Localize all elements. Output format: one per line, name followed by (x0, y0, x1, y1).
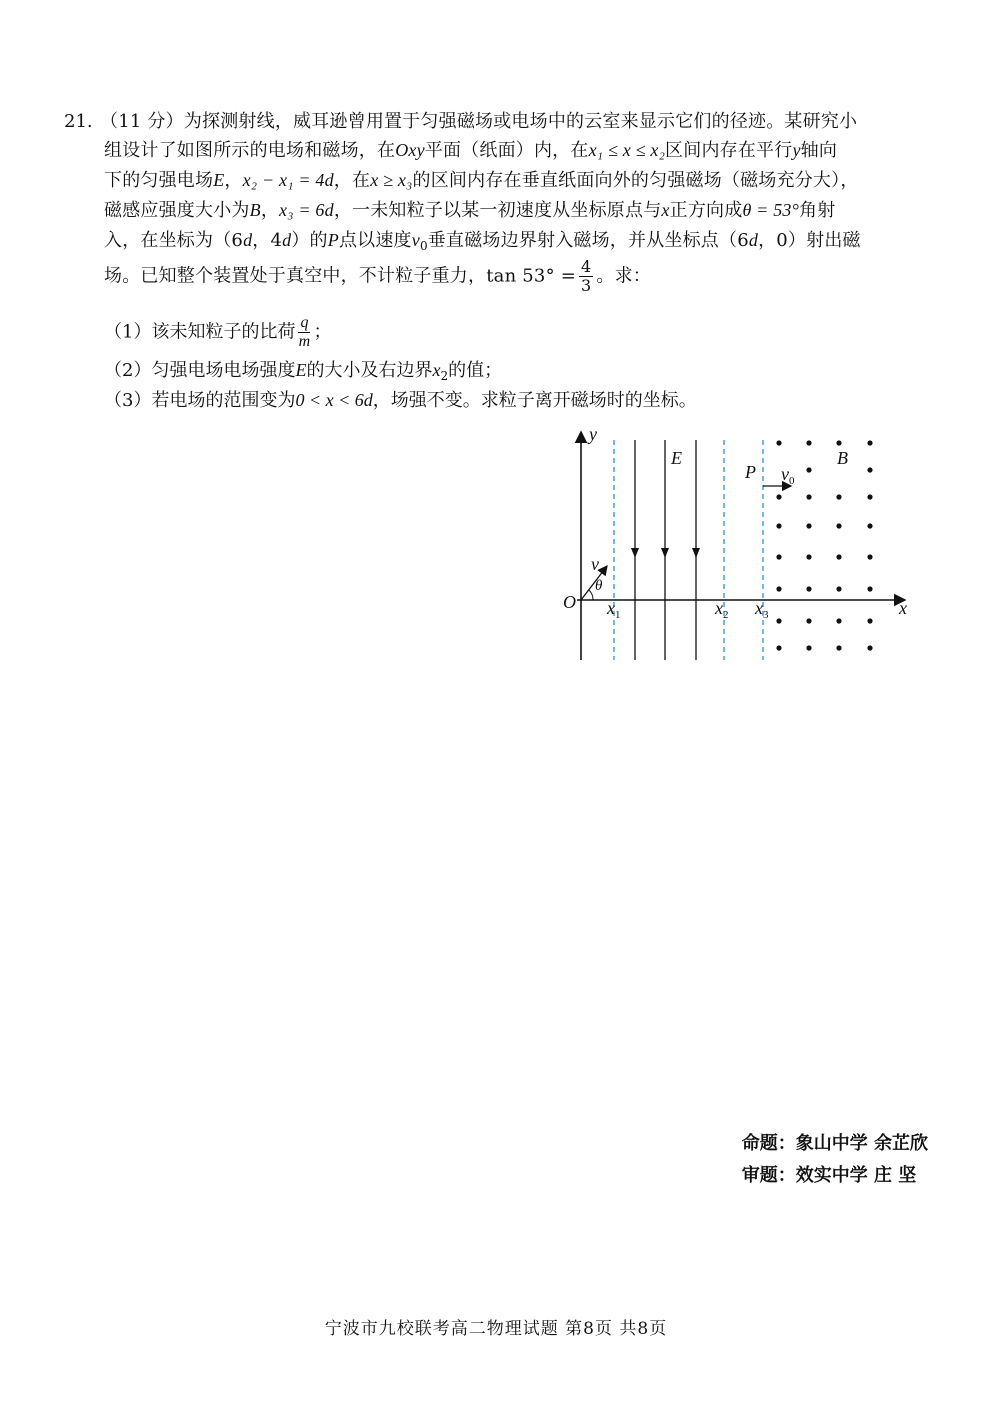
b-dot (836, 494, 841, 499)
label-point-p: P (745, 462, 756, 482)
b-dot (806, 645, 811, 650)
b-dot (867, 467, 872, 472)
inequality-x1-x-x2: x₁ ≤ x ≤ x₂ (588, 140, 666, 160)
sub-question-1: （1）该未知粒子的比荷 $\frac{q}{m}$ ； (104, 314, 332, 350)
b-dot (836, 645, 841, 650)
e-field-arrow-1 (631, 548, 639, 558)
b-dot (806, 618, 811, 623)
page-footer: 宁波市九校联考高二物理试题 第8页 共8页 (324, 1319, 668, 1339)
question-line-4: 磁感应强度大小为B，x₃ = 6d，一未知粒子以某一初速度从坐标原点与x正方向成θ = 53°角射 (104, 200, 836, 221)
b-dot (806, 494, 811, 499)
e-field-arrow-2 (661, 548, 669, 558)
inequality-x-ge-x3: x ≥ x₃ (370, 170, 413, 190)
label-y: y (589, 424, 597, 444)
b-dot (806, 554, 811, 559)
label-x: x (899, 598, 907, 618)
e-field-arrow-3 (692, 548, 700, 558)
credit-author: 命题：象山中学 余芷欣 (741, 1133, 928, 1154)
field-diagram (555, 420, 925, 670)
label-x2: $x_2$ (715, 598, 729, 621)
fraction-four-thirds: $\frac{4}{3}$ (581, 257, 592, 295)
equation-x3: x₃ = 6d (279, 200, 334, 220)
tan-expression: tan 53° = (486, 265, 576, 287)
label-origin: O (563, 592, 576, 612)
b-dot (806, 440, 811, 445)
b-dot (836, 618, 841, 623)
b-dot (806, 523, 811, 528)
sub-question-2: （2）匀强电场电场强度E的大小及右边界$x_2$的值； (104, 360, 503, 383)
label-x3: $x_3$ (755, 598, 769, 621)
b-dot (867, 523, 872, 528)
question-number: 21. (64, 111, 93, 132)
b-dot (867, 440, 872, 445)
question-line-3: 下的匀强电场E，x₂ − x₁ = 4d，在x ≥ x₃的区间内存在垂直纸面向外的匀强磁场（磁场充分大）， (104, 170, 859, 191)
question-line-2: 组设计了如图所示的电场和磁场，在Oxy平面（纸面）内，在x₁ ≤ x ≤ x₂区间内存在平行y轴向 (104, 140, 838, 161)
b-dot (806, 467, 811, 472)
magnetic-field-dots (776, 440, 872, 650)
question-line-1: （11 分）为探测射线，威耳逊曾用置于匀强磁场或电场中的云室来显示它们的径迹。某研究小 (100, 111, 858, 132)
b-dot (776, 554, 781, 559)
b-dot (776, 618, 781, 623)
b-dot (806, 586, 811, 591)
b-dot (867, 645, 872, 650)
label-v: v (591, 554, 599, 574)
b-dot (867, 554, 872, 559)
b-dot (836, 440, 841, 445)
label-b-field: B (837, 448, 848, 468)
angle-theta: θ = 53° (742, 200, 800, 220)
field-diagram-svg (555, 420, 925, 670)
question-line-5: 入，在坐标为（6d，4d）的P点以速度$v_0$垂直磁场边界射入磁场，并从坐标点（6d，0）射出磁 (104, 230, 861, 253)
b-dot (867, 586, 872, 591)
b-dot (836, 586, 841, 591)
b-dot (836, 554, 841, 559)
credit-reviewer: 审题：效实中学 庄 坚 (741, 1165, 917, 1186)
b-dot (776, 523, 781, 528)
b-dot (867, 618, 872, 623)
sub-question-3: （3）若电场的范围变为0 < x < 6d，场强不变。求粒子离开磁场时的坐标。 (104, 390, 697, 411)
b-dot (776, 645, 781, 650)
b-dot (776, 440, 781, 445)
credits (742, 1128, 928, 1192)
b-dot (776, 586, 781, 591)
b-dot (776, 494, 781, 499)
label-theta: θ (595, 578, 603, 594)
label-v0: $v_0$ (781, 464, 795, 487)
angle-arc (589, 590, 593, 600)
equation-x2-minus-x1: x₂ − x₁ = 4d (242, 170, 334, 190)
question-line-6: 场。已知整个装置处于真空中，不计粒子重力，tan 53° = $\frac{4}{3}$ 。求： (104, 257, 651, 295)
b-dot (867, 494, 872, 499)
label-e-field: E (671, 448, 682, 468)
label-x1: $x_1$ (607, 598, 621, 621)
b-dot (836, 523, 841, 528)
fraction-q-over-m: $\frac{q}{m}$ (298, 314, 311, 350)
